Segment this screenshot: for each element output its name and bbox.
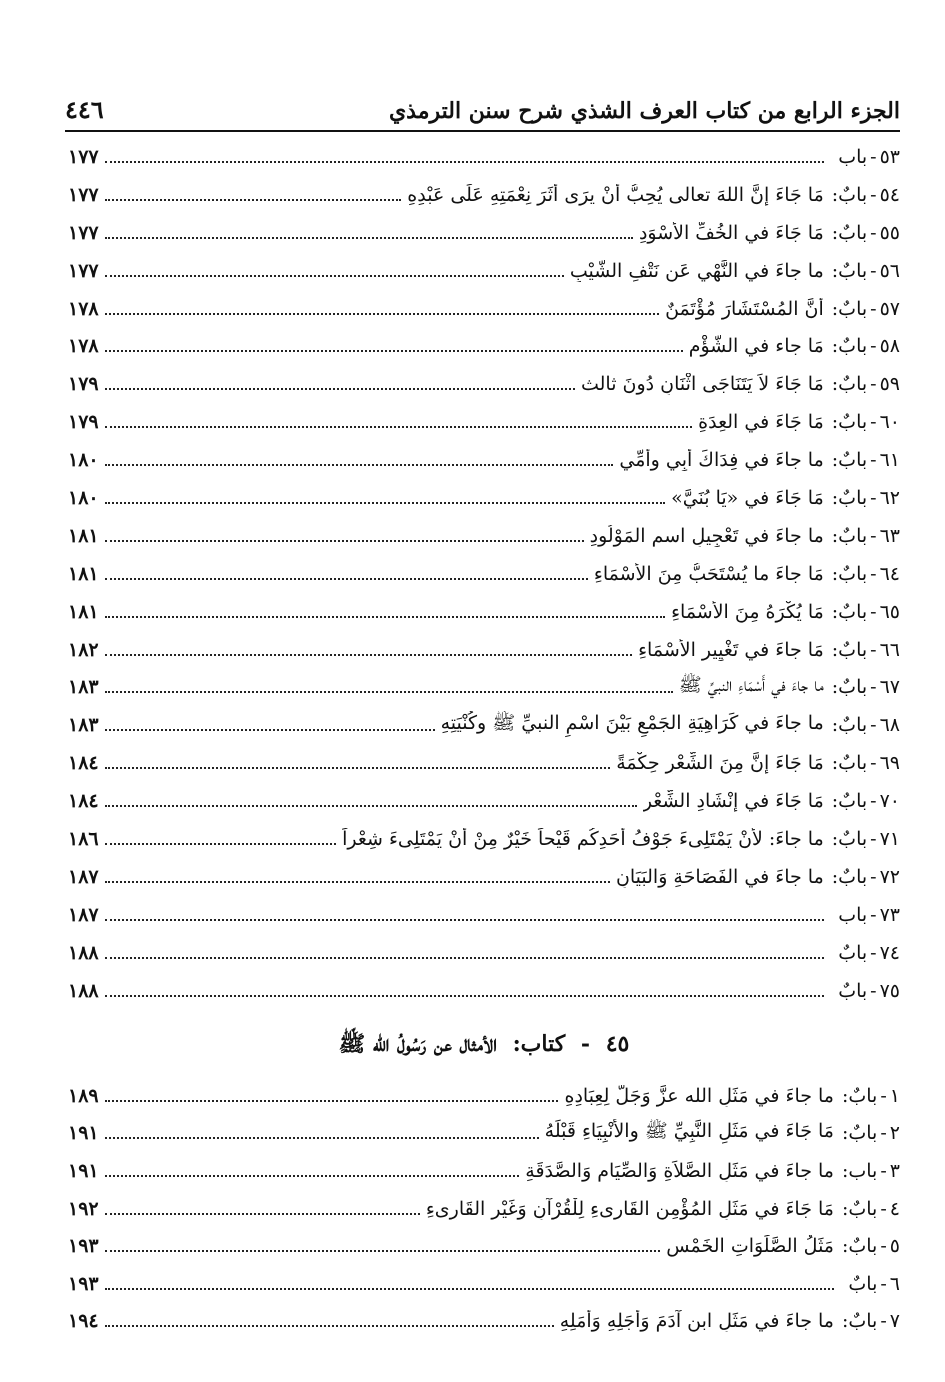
- entry-separator: -: [870, 676, 877, 699]
- entry-title: ما جاءَ: لأَنْ يَمْتَلِىءَ جَوْفُ أَحَدِكُم قَيْحاً خَيْرٌ مِنْ أَنْ يَمْتَلِىءَ شِعْراً: [342, 827, 824, 850]
- section-title-text: الأمثال عن رَسُولُ الله ﷺ: [338, 1031, 497, 1057]
- toc-entry: [68, 441, 900, 479]
- entry-number: ٥٧: [879, 297, 900, 320]
- entry-separator: -: [870, 297, 877, 320]
- entry-number: ٥٤: [879, 183, 900, 206]
- entry-title: مَا جَاءَ في «يَا بُنَيَّ»: [671, 486, 824, 509]
- entry-number: ٣: [889, 1159, 900, 1182]
- entry-label: بابٌ:: [841, 1084, 878, 1107]
- entry-title: مَا يُكْرَهُ مِنَ الأَسْمَاءِ: [671, 600, 824, 623]
- entry-number: ٧: [889, 1310, 900, 1333]
- entry-number: ٦: [889, 1272, 900, 1295]
- entry-separator: -: [870, 865, 877, 888]
- entry-page: ١٨٤: [68, 790, 99, 813]
- toc-entry: [68, 1152, 900, 1190]
- entry-number: ٦٠: [879, 411, 900, 434]
- toc-entry: [68, 668, 900, 706]
- dot-leader: [105, 237, 633, 239]
- toc-list-chapter-45: [68, 1077, 900, 1340]
- dot-leader: [105, 1288, 835, 1290]
- entry-separator: -: [870, 221, 877, 244]
- entry-title: مَا جَاءَ لاَ يَتَنَاجَى اثْنَانِ دُونَ ثالث: [580, 373, 824, 396]
- entry-number: ٦١: [879, 449, 900, 472]
- entry-page: ١٩٣: [68, 1272, 99, 1295]
- dot-leader: [105, 313, 659, 315]
- entry-label: بابٌ:: [831, 335, 868, 358]
- entry-page: ١٧٧: [68, 145, 99, 168]
- entry-label: بابٌ:: [841, 1122, 878, 1145]
- toc-entry: [68, 706, 900, 744]
- entry-page: ١٨٨: [68, 979, 99, 1002]
- entry-title: مَا جاءَ في تَغْيِيرِ الأَسْمَاءِ: [638, 638, 824, 661]
- dot-leader: [105, 995, 825, 997]
- entry-page: ١٩١: [68, 1122, 99, 1145]
- entry-label: بابٌ:: [831, 676, 868, 699]
- entry-page: ١٧٨: [68, 297, 99, 320]
- entry-label: باب: [838, 903, 868, 926]
- entry-page: ١٧٧: [68, 183, 99, 206]
- entry-page: ١٧٨: [68, 335, 99, 358]
- entry-label: بابٌ:: [831, 638, 868, 661]
- toc-entry: [68, 1227, 900, 1265]
- entry-separator: -: [870, 562, 877, 585]
- dot-leader: [105, 1175, 520, 1177]
- entry-separator: -: [870, 600, 877, 623]
- entry-separator: -: [870, 524, 877, 547]
- entry-separator: -: [870, 790, 877, 813]
- toc-entry: [68, 1077, 900, 1115]
- dot-leader: [105, 881, 610, 883]
- entry-separator: -: [870, 752, 877, 775]
- entry-page: ١٩٣: [68, 1235, 99, 1258]
- entry-page: ١٧٧: [68, 221, 99, 244]
- entry-label: بابٌ:: [831, 373, 868, 396]
- entry-label: بابٌ:: [831, 790, 868, 813]
- entry-label: بابٌ:: [831, 562, 868, 585]
- entry-label: بابٌ:: [831, 524, 868, 547]
- toc-entry: [68, 555, 900, 593]
- entry-number: ٧٥: [879, 979, 900, 1002]
- toc-entry: [68, 934, 900, 972]
- entry-page: ١٨٨: [68, 941, 99, 964]
- entry-label: بابٌ: [838, 979, 868, 1002]
- entry-page: ١٨٠: [68, 449, 99, 472]
- dot-leader: [105, 578, 588, 580]
- entry-title: ما جاءَ في أَسْمَاءِ النبيِّ ﷺ: [678, 674, 824, 697]
- toc-entry: [68, 896, 900, 934]
- toc-entry: [68, 972, 900, 1010]
- dot-leader: [105, 350, 683, 352]
- entry-page: ١٩٢: [68, 1197, 99, 1220]
- entry-title: ما جاءَ في مَثَلِ الصَّلاَةِ وَالصِّيَامِ وَالصَّدَقَةِ: [525, 1159, 834, 1182]
- entry-label: بابٌ:: [831, 259, 868, 282]
- entry-number: ٧٠: [879, 790, 900, 813]
- entry-page: ١٨٣: [68, 676, 99, 699]
- entry-page: ١٩١: [68, 1159, 99, 1182]
- entry-number: ٥٨: [879, 335, 900, 358]
- toc-entry: [68, 138, 900, 176]
- entry-title: مَثَلُ الصَّلَوَاتِ الخَمْسِ: [666, 1235, 834, 1258]
- dot-leader: [105, 540, 584, 542]
- entry-separator: -: [870, 903, 877, 926]
- entry-number: ٥٦: [879, 259, 900, 282]
- entry-number: ٥٩: [879, 373, 900, 396]
- toc-entry: [68, 1115, 900, 1153]
- entry-number: ٦٥: [879, 600, 900, 623]
- toc-entry: [68, 593, 900, 631]
- entry-separator: -: [870, 449, 877, 472]
- toc-entry: [68, 820, 900, 858]
- entry-label: بابٌ:: [831, 297, 868, 320]
- entry-title: مَا جَاءَ في الخُفِّ الأَسْوَدِ: [638, 221, 824, 244]
- entry-separator: -: [880, 1272, 887, 1295]
- entry-title: مَا جَاءَ في إِنْشَادِ الشِّعْرِ: [642, 790, 824, 813]
- entry-number: ٦٢: [879, 486, 900, 509]
- entry-number: ٧١: [879, 827, 900, 850]
- entry-page: ١٧٧: [68, 259, 99, 282]
- toc-entry: [68, 631, 900, 669]
- dot-leader: [105, 161, 825, 163]
- section-heading: ٤٥ - كتاب: الأمثال عن رَسُولُ الله ﷺ: [68, 1030, 900, 1074]
- entry-label: بابٌ:: [841, 1235, 878, 1258]
- entry-number: ٦٩: [879, 752, 900, 775]
- section-number: ٤٥: [605, 1031, 630, 1057]
- toc-entry: [68, 1190, 900, 1228]
- entry-number: ٦٤: [879, 562, 900, 585]
- entry-label: باب: [838, 145, 868, 168]
- entry-title: ما جاءَ في الفَصَاحَةِ وَالبَيَانِ: [615, 865, 824, 888]
- dot-leader: [105, 805, 637, 807]
- dot-leader: [105, 426, 693, 428]
- entry-page: ١٨٢: [68, 638, 99, 661]
- dot-leader: [105, 691, 673, 693]
- entry-page: ١٨٣: [68, 714, 99, 737]
- entry-title: ما جاءَ في فِدَاكَ أَبِي وأُمِّي: [619, 449, 824, 472]
- entry-label: بابٌ:: [831, 449, 868, 472]
- entry-title: مَا جَاءَ إِنَّ اللهَ تعالى يُحِبُّ أَنْ يرَى أَثَرَ نِعْمَتِهِ عَلَى عَبْدِهِ: [407, 183, 824, 206]
- entry-number: ٦٦: [879, 638, 900, 661]
- entry-number: ٢: [889, 1122, 900, 1145]
- entry-page: ١٨١: [68, 562, 99, 585]
- entry-number: ٥٣: [879, 145, 900, 168]
- page-number: ٤٤٦: [65, 95, 104, 124]
- entry-separator: -: [870, 941, 877, 964]
- entry-title: مَا جاء في الشُّؤْمِ: [688, 335, 824, 358]
- dot-leader: [105, 1137, 539, 1139]
- toc-entry: [68, 290, 900, 328]
- entry-title: مَا جَاءَ إِنَّ مِنَ الشِّعْرِ حِكْمَةً: [616, 752, 824, 775]
- entry-label: بابٌ:: [831, 714, 868, 737]
- entry-title: ما جاءَ في النَّهْيِ عَنِ نَتْفِ الشَّيْبِ: [569, 259, 824, 282]
- entry-title: ما جاءَ في مَثَلِ ابنِ آدَمَ وَأَجَلِهِ وَأَمَلِهِ: [559, 1310, 834, 1333]
- entry-separator: -: [880, 1197, 887, 1220]
- entry-title: أَنَّ المُسْتَشَارَ مُؤْتَمَنٌ: [665, 297, 824, 320]
- entry-page: ١٨٠: [68, 486, 99, 509]
- entry-title: مَا جَاءَ في مَثَلِ المُؤْمِنِ القَارِىءِ لِلْقُرْآنِ وَغَيْرِ القَارِىءِ: [425, 1197, 834, 1220]
- dot-leader: [105, 767, 611, 769]
- dot-leader: [105, 957, 825, 959]
- toc-entry: [68, 403, 900, 441]
- dot-leader: [105, 502, 665, 504]
- entry-label: بابٌ:: [831, 183, 868, 206]
- entry-separator: -: [870, 335, 877, 358]
- entry-separator: -: [870, 486, 877, 509]
- entry-separator: -: [870, 183, 877, 206]
- toc-entry: [68, 782, 900, 820]
- entry-title: ما جاءَ في تَعْجِيلِ اسمِ المَوْلُودِ: [589, 524, 824, 547]
- entry-separator: -: [870, 145, 877, 168]
- entry-separator: -: [880, 1084, 887, 1107]
- entry-page: ١٨١: [68, 524, 99, 547]
- entry-label: بابٌ:: [831, 411, 868, 434]
- entry-label: بابٌ:: [831, 827, 868, 850]
- entry-separator: -: [880, 1122, 887, 1145]
- section-label: كتاب:: [512, 1031, 566, 1057]
- entry-number: ٧٢: [879, 865, 900, 888]
- entry-page: ١٨٤: [68, 752, 99, 775]
- entry-label: بابٌ:: [841, 1197, 878, 1220]
- entry-label: بابٌ: [838, 941, 868, 964]
- entry-title: مَا جَاءَ في مَثَلِ النَّبِيِّ ﷺ والأَنْبِيَاءِ قَبْلَهُ: [544, 1120, 834, 1143]
- entry-label: بابٌ: [848, 1272, 878, 1295]
- entry-page: ١٧٩: [68, 411, 99, 434]
- entry-separator: -: [880, 1235, 887, 1258]
- toc-entry: [68, 176, 900, 214]
- dot-leader: [105, 729, 435, 731]
- dot-leader: [105, 1213, 420, 1215]
- entry-number: ٥: [889, 1235, 900, 1258]
- entry-number: ١: [889, 1084, 900, 1107]
- entry-number: ٥٥: [879, 221, 900, 244]
- header-title: الجزء الرابع من كتاب العرف الشذي شرح سنن الترمذي: [388, 98, 900, 124]
- entry-page: ١٨٦: [68, 827, 99, 850]
- dot-leader: [105, 199, 402, 201]
- entry-title: مَا جَاءَ في العِدَةِ: [698, 411, 824, 434]
- entry-number: ٧٤: [879, 941, 900, 964]
- toc-entry: [68, 214, 900, 252]
- dot-leader: [105, 275, 564, 277]
- entry-number: ٦٨: [879, 714, 900, 737]
- entry-label: بابٌ:: [831, 865, 868, 888]
- entry-label: بابٌ:: [831, 486, 868, 509]
- dot-leader: [105, 1325, 554, 1327]
- toc-entry: [68, 1303, 900, 1341]
- dot-leader: [105, 919, 825, 921]
- dot-leader: [105, 616, 665, 618]
- entry-separator: -: [870, 827, 877, 850]
- entry-label: بابٌ:: [841, 1310, 878, 1333]
- dot-leader: [105, 464, 614, 466]
- dot-leader: [105, 388, 575, 390]
- entry-title: ما جاءَ في كَرَاهِيَةِ الجَمْعِ بَيْنَ اسْمِ النبيِّ ﷺ وكُنْيَتِهِ: [440, 712, 824, 735]
- entry-number: ٦٧: [879, 676, 900, 699]
- entry-title: ما جاءَ في مَثَلِ الله عزَّ وَجَلَّ لِعِبَادِهِ: [564, 1084, 834, 1107]
- dot-leader: [105, 1100, 559, 1102]
- entry-page: ١٧٩: [68, 373, 99, 396]
- entry-separator: -: [870, 979, 877, 1002]
- toc-entry: [68, 744, 900, 782]
- entry-label: بابٌ:: [831, 752, 868, 775]
- dot-leader: [105, 843, 336, 845]
- toc-list-chapter-44: [68, 138, 900, 1009]
- entry-separator: -: [870, 259, 877, 282]
- entry-separator: -: [870, 373, 877, 396]
- dot-leader: [105, 654, 632, 656]
- entry-title: مَا جاءَ ما يُسْتَحَبُّ مِنَ الأَسْمَاءِ: [593, 562, 824, 585]
- entry-separator: -: [880, 1159, 887, 1182]
- entry-separator: -: [880, 1310, 887, 1333]
- entry-label: بابٌ:: [831, 221, 868, 244]
- entry-separator: -: [870, 714, 877, 737]
- entry-page: ١٨١: [68, 600, 99, 623]
- entry-page: ١٨٩: [68, 1084, 99, 1107]
- entry-number: ٧٣: [879, 903, 900, 926]
- entry-page: ١٨٧: [68, 865, 99, 888]
- entry-label: بابٌ:: [831, 600, 868, 623]
- toc-entry: [68, 252, 900, 290]
- entry-label: باب:: [841, 1159, 878, 1182]
- entry-separator: -: [870, 411, 877, 434]
- entry-number: ٤: [889, 1197, 900, 1220]
- running-header: [65, 88, 900, 132]
- toc-entry: [68, 365, 900, 403]
- toc-entry: [68, 1265, 900, 1303]
- toc-entry: [68, 517, 900, 555]
- toc-entry: [68, 858, 900, 896]
- toc-entry: [68, 327, 900, 365]
- dot-leader: [105, 1250, 661, 1252]
- entry-number: ٦٣: [879, 524, 900, 547]
- toc-entry: [68, 479, 900, 517]
- entry-page: ١٨٧: [68, 903, 99, 926]
- entry-separator: -: [870, 638, 877, 661]
- entry-page: ١٩٤: [68, 1310, 99, 1333]
